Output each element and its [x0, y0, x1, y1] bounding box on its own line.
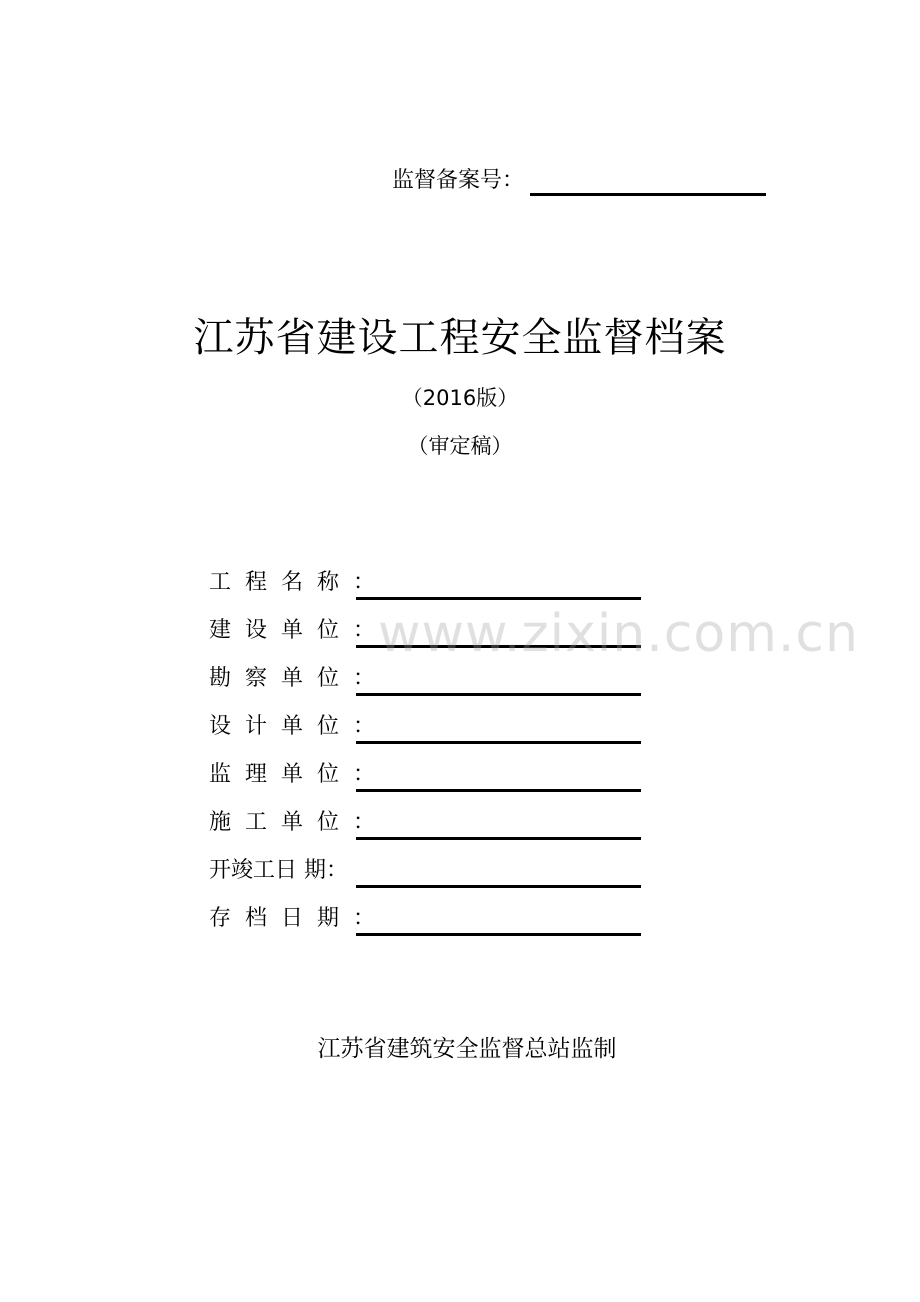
field-label: 存档日期: [209, 906, 354, 931]
field-label: 施工单位: [209, 810, 354, 835]
field-label: 建设单位: [209, 618, 354, 643]
field-blank[interactable]: [356, 711, 641, 744]
field-blank[interactable]: [356, 663, 641, 696]
field-project-name: [209, 552, 649, 600]
document-title: 江苏省建设工程安全监督档案: [193, 315, 727, 361]
field-label: 开竣工日 期: [209, 858, 326, 883]
field-label: 勘察单位: [209, 666, 354, 691]
edition-label: （2016版）: [401, 386, 519, 410]
record-number-label: 监督备案号：: [392, 168, 525, 193]
field-colon: ：: [353, 810, 376, 835]
field-design-unit: [209, 696, 649, 744]
field-blank[interactable]: [356, 855, 641, 888]
field-blank[interactable]: [356, 615, 641, 648]
field-label: 监理单位: [209, 762, 354, 787]
field-colon: ：: [326, 858, 349, 883]
field-colon: ：: [353, 714, 376, 739]
field-colon: ：: [353, 906, 376, 931]
field-colon: ：: [353, 666, 376, 691]
record-number-row: [392, 166, 766, 196]
record-number-blank[interactable]: [530, 167, 766, 196]
field-blank[interactable]: [356, 903, 641, 936]
site-watermark: www.zixin.com.cn: [378, 604, 859, 664]
field-colon: ：: [353, 762, 376, 787]
field-construction-unit: [209, 600, 649, 648]
draft-status-label: （审定稿）: [407, 434, 513, 458]
field-blank[interactable]: [356, 807, 641, 840]
field-label: 设计单位: [209, 714, 354, 739]
field-blank[interactable]: [356, 759, 641, 792]
field-label: 工程名称: [209, 570, 354, 595]
field-archive-date: [209, 888, 649, 936]
field-colon: ：: [353, 618, 376, 643]
field-start-end-date: [209, 840, 649, 888]
field-contractor-unit: [209, 792, 649, 840]
field-supervision-unit: [209, 744, 649, 792]
field-colon: ：: [353, 570, 376, 595]
field-survey-unit: [209, 648, 649, 696]
issuer-footer: 江苏省建筑安全监督总站监制: [317, 1036, 617, 1062]
field-blank[interactable]: [356, 567, 641, 600]
project-info-form: [209, 552, 649, 936]
